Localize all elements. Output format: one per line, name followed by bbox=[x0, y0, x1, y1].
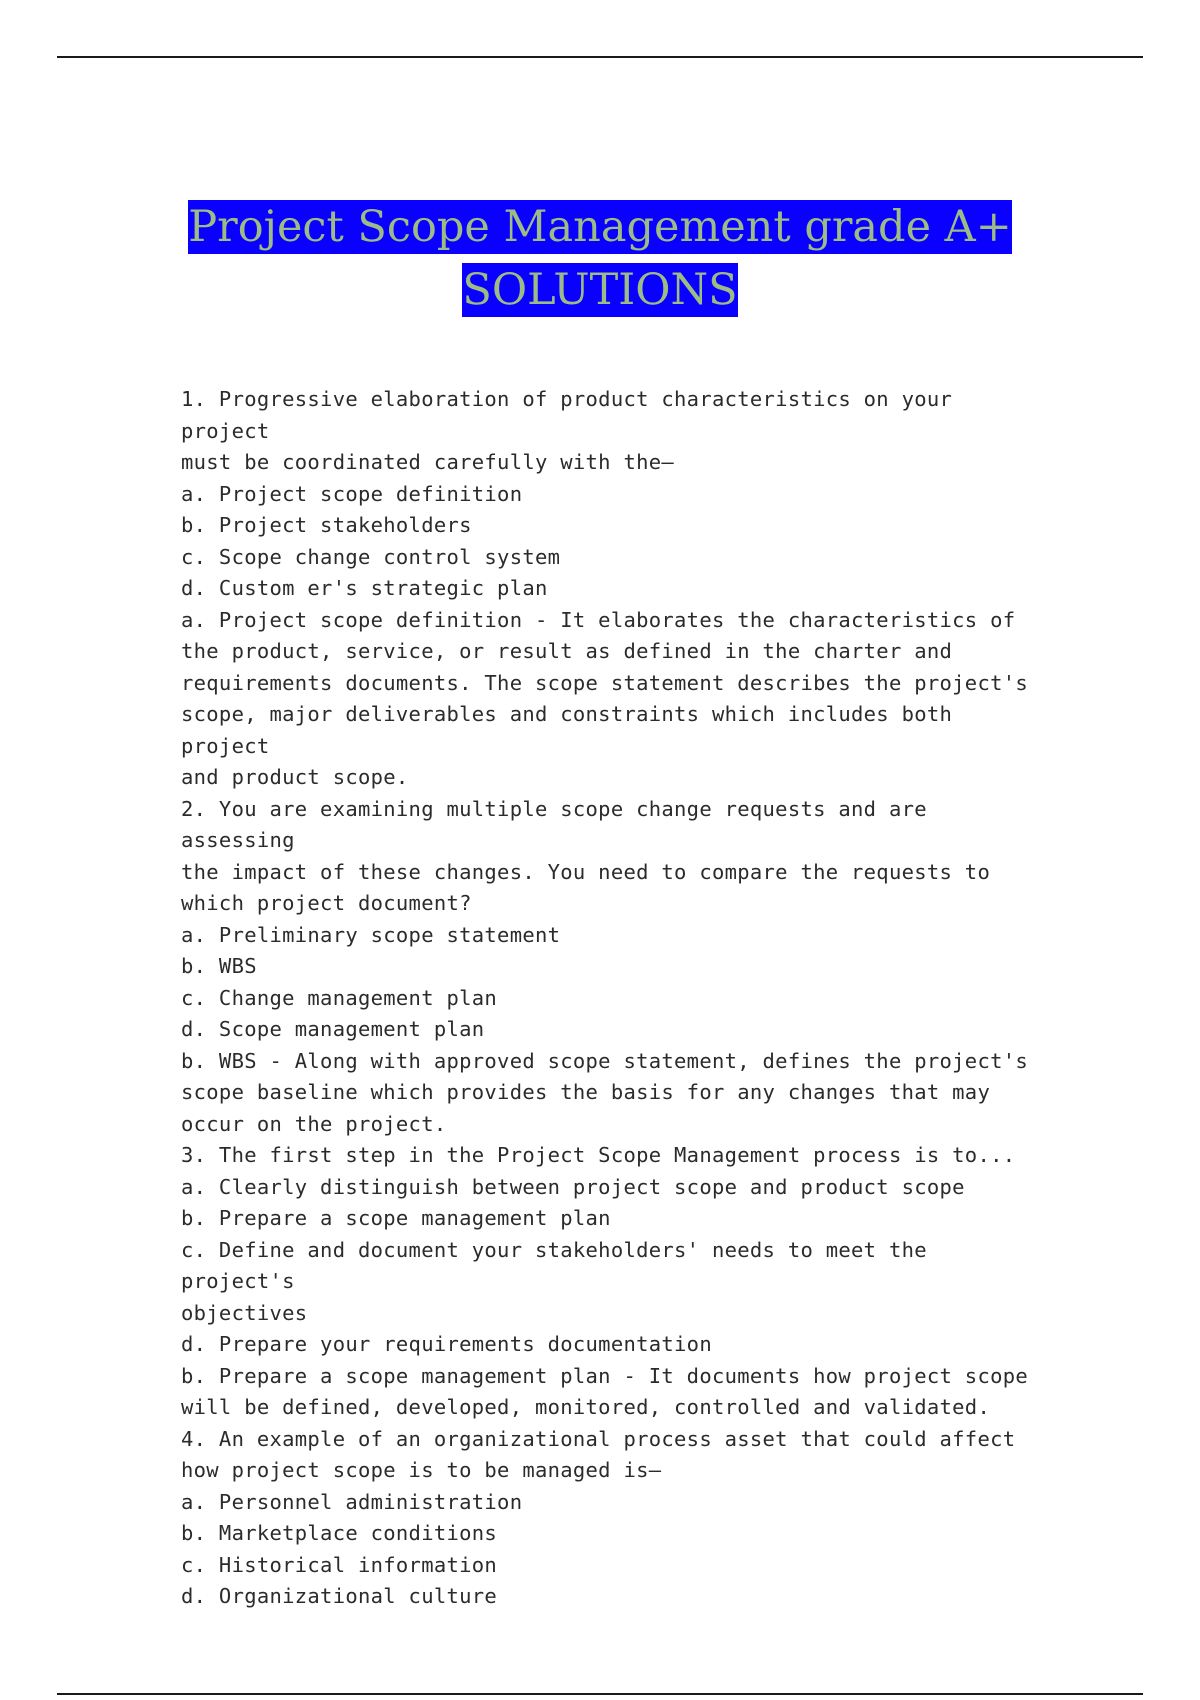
text-line: scope, major deliverables and constraints which includes both project bbox=[181, 702, 965, 758]
text-line: will be defined, developed, monitored, controlled and validated. bbox=[181, 1395, 991, 1419]
text-line: which project document? bbox=[181, 891, 472, 915]
text-line: a. Preliminary scope statement bbox=[181, 922, 561, 947]
text-line: c. Historical information bbox=[181, 1552, 498, 1577]
title-line-1: Project Scope Management grade A+ bbox=[188, 202, 1012, 252]
text-line: and product scope. bbox=[181, 765, 409, 789]
text-line: 2. You are examining multiple scope change requests and are assessing bbox=[181, 796, 940, 852]
text-line: d. Organizational culture bbox=[181, 1584, 498, 1608]
text-line: must be coordinated carefully with the— bbox=[181, 450, 675, 474]
text-line: b. Prepare a scope management plan - It documents how project scope bbox=[181, 1363, 1029, 1388]
text-line: the impact of these changes. You need to compare the requests to bbox=[181, 859, 991, 884]
text-line: b. WBS bbox=[181, 954, 257, 978]
text-line: d. Scope management plan bbox=[181, 1017, 485, 1041]
text-line: a. Personnel administration bbox=[181, 1489, 523, 1514]
text-line: c. Define and document your stakeholders' needs to meet the project's bbox=[181, 1237, 940, 1293]
text-line: b. WBS - Along with approved scope statement, defines the project's bbox=[181, 1048, 1029, 1073]
text-line: how project scope is to be managed is— bbox=[181, 1458, 662, 1482]
text-line: b. Project stakeholders bbox=[181, 513, 472, 537]
text-line: c. Change management plan bbox=[181, 985, 498, 1010]
text-line: a. Project scope definition - It elaborates the characteristics of bbox=[181, 607, 1016, 632]
title-line-2: SOLUTIONS bbox=[462, 265, 738, 315]
text-line: 4. An example of an organizational process asset that could affect bbox=[181, 1426, 1016, 1451]
text-line: 3. The first step in the Project Scope Management process is to... bbox=[181, 1143, 1016, 1167]
text-line: 1. Progressive elaboration of product characteristics on your project bbox=[181, 387, 965, 443]
text-line: a. Project scope definition bbox=[181, 481, 523, 506]
text-line: d. Prepare your requirements documentation bbox=[181, 1332, 712, 1356]
text-line: the product, service, or result as defined in the charter and bbox=[181, 639, 953, 663]
top-rule bbox=[57, 56, 1143, 58]
text-line: a. Clearly distinguish between project scope and product scope bbox=[181, 1174, 965, 1199]
text-line: occur on the project. bbox=[181, 1111, 447, 1136]
page-title bbox=[150, 196, 1050, 322]
text-line: scope baseline which provides the basis for any changes that may bbox=[181, 1080, 991, 1104]
text-line: d. Custom er's strategic plan bbox=[181, 576, 548, 600]
text-line: requirements documents. The scope statement describes the project's bbox=[181, 670, 1029, 695]
text-line: b. Prepare a scope management plan bbox=[181, 1206, 611, 1230]
text-line: b. Marketplace conditions bbox=[181, 1521, 498, 1545]
document-body bbox=[181, 384, 1031, 1613]
text-line: c. Scope change control system bbox=[181, 544, 561, 569]
bottom-rule bbox=[57, 1693, 1143, 1695]
text-line: objectives bbox=[181, 1300, 308, 1325]
